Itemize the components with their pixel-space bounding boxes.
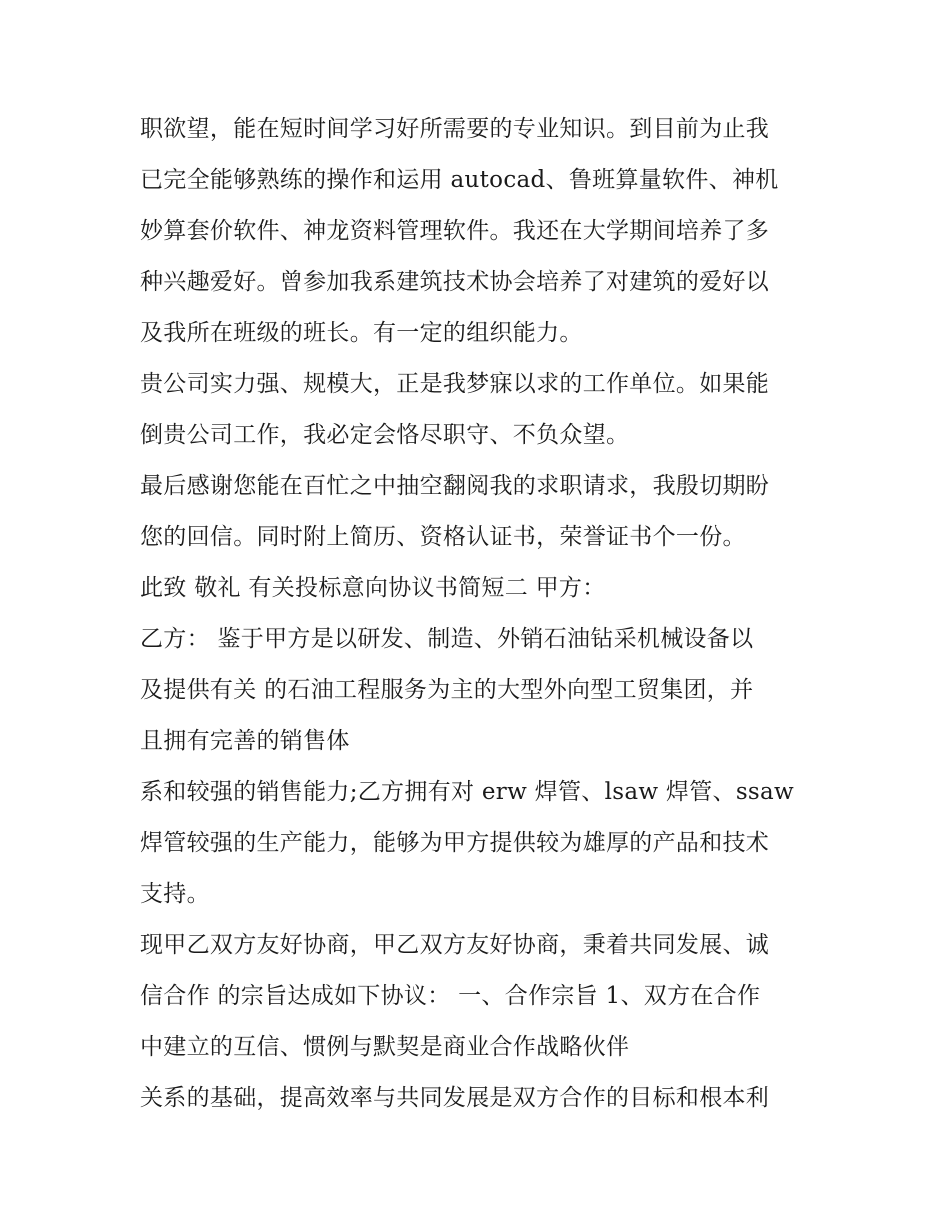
text-line: 支持。 <box>140 881 210 907</box>
text-line: 现甲乙双方友好协商，甲乙双方友好协商，秉着共同发展、诚 <box>140 932 770 958</box>
text-line: 您的回信。同时附上简历、资格认证书，荣誉证书个一份。 <box>140 524 746 550</box>
text-line: 妙算套价软件、神龙资料管理软件。我还在大学期间培养了多 <box>140 218 770 244</box>
text-line: 倒贵公司工作，我必定会恪尽职守、不负众望。 <box>140 422 630 448</box>
text-line: 种兴趣爱好。曾参加我系建筑技术协会培养了对建筑的爱好以 <box>140 269 770 295</box>
text-line: 中建立的互信、惯例与默契是商业合作战略伙伴 <box>140 1034 630 1060</box>
text-line: 职欲望，能在短时间学习好所需要的专业知识。到目前为止我 <box>140 116 770 142</box>
text-line: 乙方： 鉴于甲方是以研发、制造、外销石油钻采机械设备以 <box>140 626 754 652</box>
text-line: 关系的基础，提高效率与共同发展是双方合作的目标和根本利 <box>140 1085 770 1111</box>
text-line: 最后感谢您能在百忙之中抽空翻阅我的求职请求，我殷切期盼 <box>140 473 770 499</box>
text-line: 及提供有关 的石油工程服务为主的大型外向型工贸集团，并 <box>140 677 754 703</box>
text-line: 及我所在班级的班长。有一定的组织能力。 <box>140 320 583 346</box>
text-line: 信合作 的宗旨达成如下协议： 一、合作宗旨 1、双方在合作 <box>140 983 761 1009</box>
text-line: 已完全能够熟练的操作和运用 autocad、鲁班算量软件、神机 <box>140 167 779 193</box>
text-line: 系和较强的销售能力;乙方拥有对 erw 焊管、lsaw 焊管、ssaw <box>140 779 795 805</box>
text-line: 贵公司实力强、规模大，正是我梦寐以求的工作单位。如果能 <box>140 371 770 397</box>
text-line: 焊管较强的生产能力，能够为甲方提供较为雄厚的产品和技术 <box>140 830 770 856</box>
text-line: 此致 敬礼 有关投标意向协议书简短二 甲方： <box>140 575 606 601</box>
document-body <box>140 104 820 1124</box>
text-line: 且拥有完善的销售体 <box>140 728 350 754</box>
